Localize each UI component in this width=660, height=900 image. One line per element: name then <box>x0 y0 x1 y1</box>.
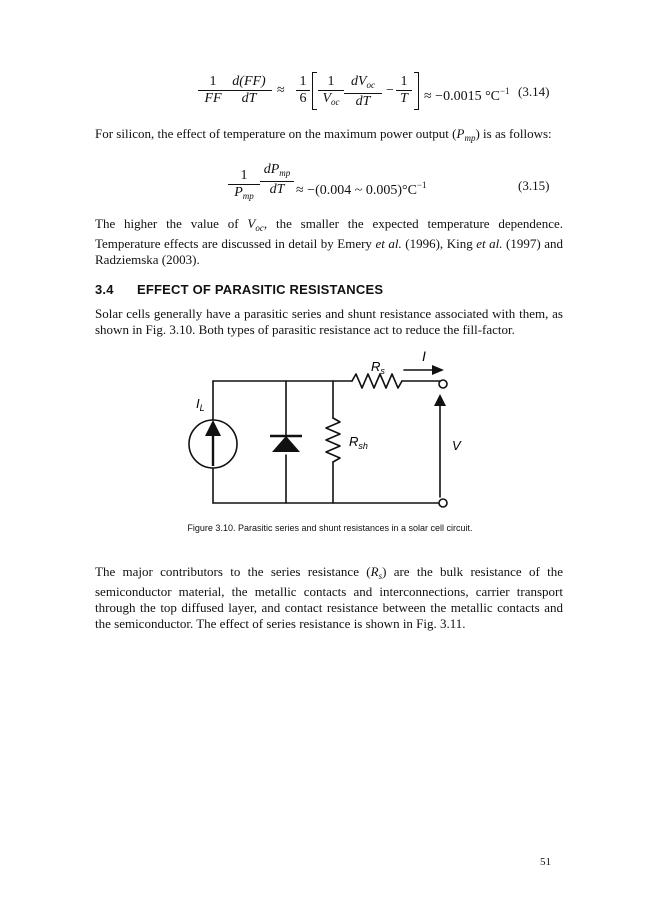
eq314-rhs: ≈ −0.0015 $^\circ C^{-1}$ <box>424 86 510 104</box>
eq314-frac-dvoc-dt: $dV_{oc}$ dT <box>344 74 382 110</box>
section-title: EFFECT OF PARASITIC RESISTANCES <box>137 282 384 297</box>
terminal-top <box>439 380 447 388</box>
eq314-den: FF <box>204 91 222 106</box>
eq314-approx-1: ≈ <box>277 83 285 98</box>
label-i: I <box>422 348 426 364</box>
current-arrow-head <box>432 365 444 375</box>
terminal-bottom <box>439 499 447 507</box>
diode-triangle <box>272 436 300 452</box>
eq315-frac-1-pmp: 1 $P_{mp}$ <box>228 168 260 204</box>
voltage-arrow-head <box>434 394 446 406</box>
page-number: 51 <box>540 856 551 868</box>
eq314-frac-1-6: 1 6 <box>296 74 310 107</box>
eq314-frac-1-t: 1 T <box>396 74 412 107</box>
figure-caption: Figure 3.10. Parasitic series and shunt resistances in a solar cell circuit. <box>187 523 473 533</box>
eq314-frac-1-voc: 1 $V_{oc}$ <box>318 74 344 110</box>
para-voc: The higher the value of $V_{oc}$, the smaller the expected temperature dependence. Temperature effects are discussed in detail by Emery et al. (1996), King et al. (1997) and Radziemska (2003). <box>95 216 563 267</box>
series-resistor <box>352 374 402 388</box>
eq314-dff: d(FF) <box>232 74 266 89</box>
eq315-rhs: ≈ −(0.004 ~ $0.005)^\circ C^{-1}$ <box>296 180 427 198</box>
label-v: V <box>452 438 461 453</box>
label-il: $I_L$ <box>196 396 205 413</box>
para-silicon: For silicon, the effect of temperature on the maximum power output $(P_{mp})$ is as follows: <box>95 126 552 143</box>
section-number: 3.4 <box>95 282 114 297</box>
eq314-minus: − <box>386 83 394 98</box>
label-rs: $R_s$ <box>371 359 385 376</box>
label-rsh: $R_{sh}$ <box>349 434 368 451</box>
eq314-dt: dT <box>241 91 257 106</box>
eq314-num: 1 <box>209 74 217 89</box>
eq314-number: (3.14) <box>518 84 550 99</box>
shunt-resistor <box>326 418 340 462</box>
eq315-frac-dpmp-dt: $dP_{mp}$ dT <box>260 162 294 198</box>
eq315-number: (3.15) <box>518 178 550 193</box>
para-series: The major contributors to the series resistance $(R_s)$ are the bulk resistance of the semiconductor material, the metallic contacts and interconnections, carrier transport through the top diffused layer, and contact resistance between the metallic contacts and the semiconductor. The effect of series resistance is shown in Fig. 3.11. <box>95 564 564 631</box>
para-intro: Solar cells generally have a parasitic series and shunt resistance associated with them, as shown in Fig. 3.10. Both types of parasitic resistance act to reduce the fill-factor. <box>95 306 563 337</box>
